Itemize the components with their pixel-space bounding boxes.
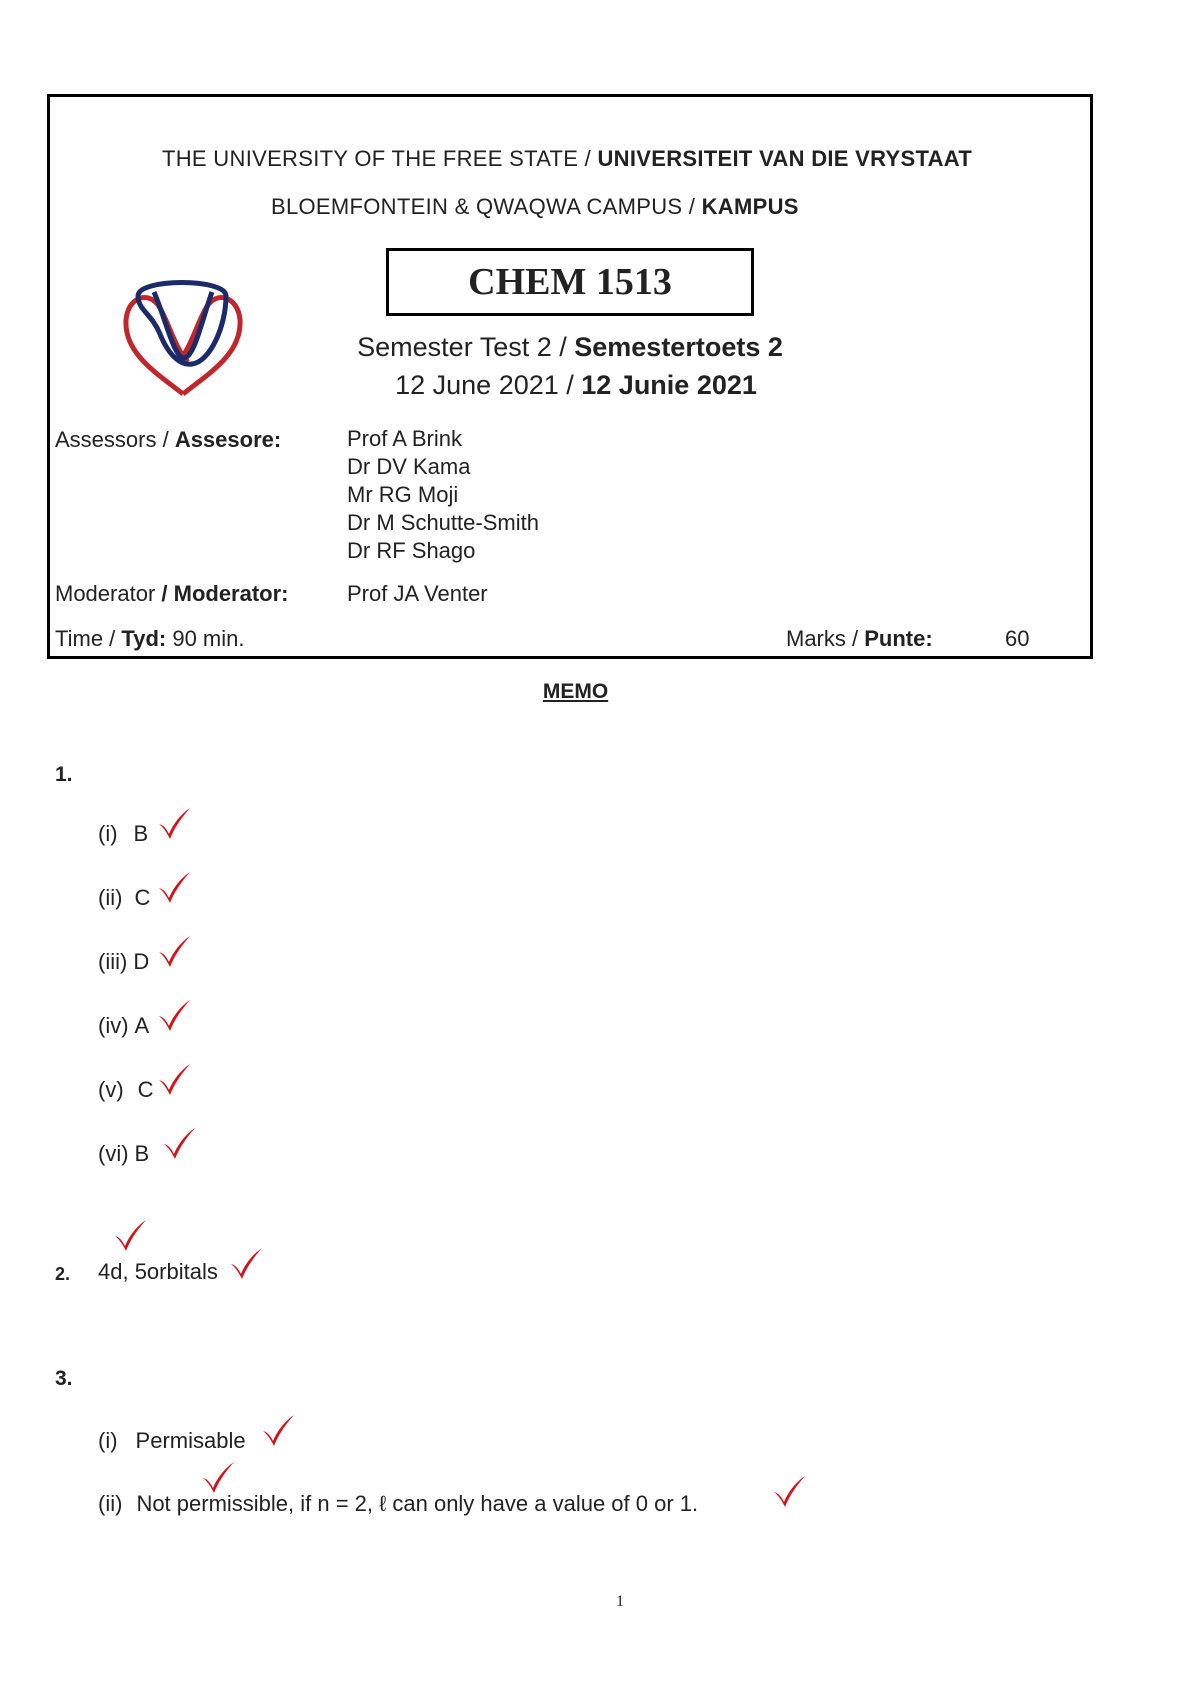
answer-label: (ii) [98,885,123,910]
q3-answer-ii [98,1491,698,1517]
checkmark-icon [162,1126,196,1160]
checkmark-icon [229,1246,263,1280]
test-title [270,332,870,363]
assessor-name: Dr DV Kama [347,454,471,479]
answer-label: (v) [98,1077,124,1102]
q1-answer-iii [98,949,149,975]
q3-answer-i [98,1428,246,1454]
test-date-af: 12 Junie 2021 [581,370,757,400]
campus-name-en: BLOEMFONTEIN & QWAQWA CAMPUS / [271,194,702,219]
assessor-name: Mr RG Moji [347,482,459,507]
answer-label: (i) [98,821,118,846]
assessors-label-en: Assessors / [55,427,175,452]
checkmark-icon [157,806,191,840]
q1-answer-ii [98,885,150,911]
checkmark-icon [113,1218,147,1252]
answer-label: (ii) [98,1491,123,1516]
question-3-number: 3. [55,1367,73,1390]
marks-label-en: Marks / [786,626,865,651]
q1-answer-v [98,1077,154,1103]
moderator-name: Prof JA Venter [347,581,488,606]
assessor-name: Dr RF Shago [347,538,476,563]
test-title-en: Semester Test 2 / [357,332,575,362]
q1-answer-iv [98,1013,149,1039]
answer-value: D [133,949,150,974]
checkmark-icon [201,1460,235,1494]
assessor-name: Prof A Brink [347,426,462,451]
time-info [55,626,245,652]
marks-value: 60 [1005,626,1030,651]
answer-value: A [134,1013,150,1038]
test-date [276,370,876,401]
checkmark-icon [157,1062,191,1096]
answer-value: Permisable [135,1428,246,1453]
checkmark-icon [261,1413,295,1447]
assessor-name: Dr M Schutte-Smith [347,510,539,535]
time-label-en: Time / [55,626,122,651]
moderator-label-en: Moderator [55,581,162,606]
assessors-list [347,425,539,565]
course-code: CHEM 1513 [386,248,754,316]
answer-label: (iv) [98,1013,129,1038]
campus-name [271,194,799,220]
time-label-af: Tyd: [121,626,167,651]
q1-answer-vi [98,1141,149,1167]
checkmark-icon [157,998,191,1032]
university-name-af: UNIVERSITEIT VAN DIE VRYSTAAT [597,146,973,171]
answer-value: B [134,1141,150,1166]
memo-title: MEMO [542,680,609,703]
q1-answer-i [98,821,148,847]
assessors-label-af: Assesore: [174,427,282,452]
answer-label: (vi) [98,1141,129,1166]
answer-value: C [134,885,151,910]
answer-value: Not permissible, if n = 2, ℓ can only have a value of 0 or 1. [136,1491,699,1516]
moderator-label [55,581,289,607]
university-logo [118,270,248,400]
test-date-en: 12 June 2021 / [395,370,582,400]
checkmark-icon [772,1474,806,1508]
university-name-en: THE UNIVERSITY OF THE FREE STATE / [162,146,598,171]
answer-label: (i) [98,1428,118,1453]
page-number: 1 [616,1593,624,1610]
checkmark-icon [157,934,191,968]
time-value: 90 min. [166,626,245,651]
marks-label-af: Punte: [864,626,933,651]
answer-value: B [133,821,149,846]
checkmark-icon [157,870,191,904]
question-1-number: 1. [55,763,73,786]
test-title-af: Semestertoets 2 [574,332,783,362]
assessors-label [55,427,281,453]
campus-name-af: KAMPUS [701,194,799,219]
answer-label: (iii) [98,949,128,974]
marks-label [786,626,933,652]
moderator-label-af: / Moderator: [161,581,289,606]
question-2-number: 2. [55,1264,71,1284]
university-name [162,146,972,172]
q2-answer: 4d, 5orbitals [98,1259,218,1284]
answer-value: C [137,1077,154,1102]
